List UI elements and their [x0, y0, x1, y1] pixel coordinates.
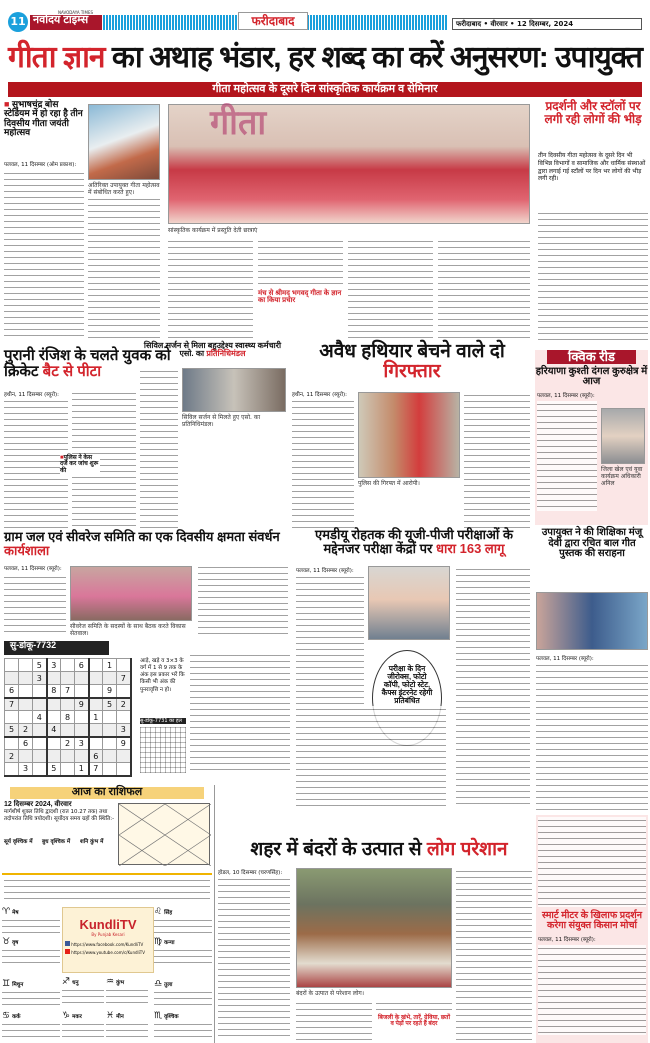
sudoku-cell[interactable]: [33, 685, 47, 698]
sudoku-cell[interactable]: 2: [19, 724, 33, 737]
sudoku-cell[interactable]: [47, 750, 61, 763]
water-body: [4, 574, 66, 636]
sudoku-cell[interactable]: [33, 737, 47, 750]
quick-read-headline: हरियाणा कुश्ती दंगल कुरुक्षेत्र में आज: [535, 365, 648, 388]
arms-headline: अवैध हथियार बेचने वाले दो गिरफ्तार: [319, 341, 505, 382]
zodiac-sign-name: मिथुन: [12, 982, 24, 988]
zodiac-sign-3: [2, 979, 60, 1007]
cricket-dateline: हथीन, 11 दिसम्बर (ब्यूरो):: [4, 392, 59, 398]
dateline: फरीदाबाद • वीरवार • 12 दिसम्बर, 2024: [452, 18, 642, 30]
civil-body: [140, 368, 178, 528]
arms-caption: पुलिस की गिरफ्त में आरोपी।: [358, 480, 420, 487]
water-photo: [70, 566, 192, 621]
sudoku-cell[interactable]: 5: [5, 724, 19, 737]
zodiac-sign-name: मेष: [12, 910, 19, 916]
lead-headline: [8, 42, 642, 74]
zodiac-icon: ♎: [154, 979, 163, 989]
zodiac-sign-11: [106, 977, 148, 1005]
lead-photo-speaker: [88, 104, 160, 180]
kundli-tv-logo: KundliTV: [79, 917, 137, 932]
planet-list: सूर्य वृश्चिक में बुध वृश्चिक में शनि कुंभ में: [4, 839, 104, 845]
lead-subhead: मंच से श्रीमद् भगवद् गीता के ज्ञान का किया प्रचार: [258, 290, 342, 305]
zodiac-sign-text: [154, 1021, 212, 1039]
sudoku-cell[interactable]: [19, 711, 33, 724]
sudoku-cell[interactable]: [89, 698, 103, 711]
zodiac-sign-name: धनु: [72, 980, 79, 986]
sudoku-cell[interactable]: [117, 659, 131, 672]
sudoku-cell[interactable]: [47, 711, 61, 724]
water-headline: ग्राम जल एवं सीवरेज समिति का एक दिवसीय क्षमता संवर्धन कार्यशाला: [4, 529, 280, 558]
civil-photo: [182, 368, 286, 412]
lead-side-head: ■ सुभाषचंद्र बोस स्टेडियम में हो रहा है तीन दिवसीय गीता जयंती महोत्सव: [4, 99, 83, 138]
sudoku-cell[interactable]: [61, 763, 75, 776]
sudoku-cell[interactable]: [5, 737, 19, 750]
zodiac-sign-name: तुला: [164, 982, 173, 988]
sudoku-cell[interactable]: 3: [117, 724, 131, 737]
sudoku-cell[interactable]: [19, 698, 33, 711]
sudoku-cell[interactable]: 5: [33, 659, 47, 672]
lead-photo-banner: गीता: [210, 104, 267, 142]
sudoku-cell[interactable]: [47, 672, 61, 685]
zodiac-icon: ♏: [154, 1011, 163, 1021]
sudoku-cell[interactable]: [103, 672, 117, 685]
zodiac-sign-7: [154, 979, 212, 1007]
sudoku-cell[interactable]: [47, 698, 61, 711]
book-dateline: पलवल, 11 दिसम्बर (ब्यूरो):: [536, 656, 594, 662]
sudoku-cell[interactable]: 2: [5, 750, 19, 763]
monkeys-photo: [296, 868, 452, 988]
sudoku-solution-title: सु-डोकू-7731 का हल: [140, 718, 186, 724]
sudoku-cell[interactable]: [33, 698, 47, 711]
sudoku-cell[interactable]: 2: [117, 698, 131, 711]
monkeys-body-3: [376, 1000, 452, 1014]
zodiac-sign-text: [62, 1021, 104, 1039]
sudoku-cell[interactable]: [5, 659, 19, 672]
page-number: 11: [8, 12, 28, 32]
sudoku-cell[interactable]: [75, 750, 89, 763]
sudoku-cell[interactable]: [103, 750, 117, 763]
horoscope-panchang: मार्गशीर्ष शुक्ल तिथि द्वादशी (रात 10.27 तक) तथा तदोपरांत तिथि त्रयोदशी। सूर्योदय समय ग्रहों की स्थिति:-: [4, 808, 115, 823]
sudoku-row: [5, 711, 131, 724]
sudoku-cell[interactable]: [33, 750, 47, 763]
zodiac-sign-name: कुंभ: [116, 980, 125, 986]
sudoku-cell[interactable]: 1: [75, 763, 89, 776]
sudoku-cell[interactable]: 7: [117, 672, 131, 685]
sudoku-cell[interactable]: 5: [103, 698, 117, 711]
lead-body-col5: [348, 238, 433, 340]
sudoku-cell[interactable]: 8: [61, 711, 75, 724]
sudoku-cell[interactable]: 6: [75, 659, 89, 672]
book-body: [536, 662, 648, 810]
sudoku-cell[interactable]: [89, 659, 103, 672]
lead-body-col6: [438, 238, 530, 340]
zodiac-icon: ♍: [154, 937, 163, 947]
zodiac-sign-text: [2, 989, 60, 1007]
sudoku-cell[interactable]: 9: [103, 685, 117, 698]
mdu-body-2: [456, 566, 530, 806]
zodiac-icon: ♊: [2, 979, 11, 989]
lead-strap: गीता महोत्सव के दूसरे दिन सांस्कृतिक कार्यक्रम व सेमिनार: [8, 82, 642, 97]
monkeys-body-4: [456, 868, 532, 1043]
monkeys-subhead: बिजली के खंभे, तारें, ग्रेविया, छतों व पेड़ों पर रहते हैं बंदर: [377, 1015, 451, 1028]
quick-read-caption: जिला खेल एवं युवा कार्यक्रम अधिकारी अनिल: [601, 466, 643, 488]
sudoku-cell[interactable]: [33, 763, 47, 776]
sudoku-cell[interactable]: 4: [47, 724, 61, 737]
lead-body-col2: [88, 196, 160, 340]
facebook-link[interactable]: https://www.facebook.com/KundliTV: [65, 941, 151, 947]
zodiac-icon: ♓: [106, 1011, 115, 1021]
sudoku-cell[interactable]: 4: [33, 711, 47, 724]
civil-caption: सिविल सर्जन से मिलते हुए एसो. का प्रतिनिधिमंडल।: [182, 414, 261, 429]
zodiac-sign-text: [62, 987, 104, 1005]
zodiac-icon: ♐: [62, 977, 71, 987]
cricket-body: [4, 398, 68, 528]
sudoku-cell[interactable]: [5, 711, 19, 724]
mdu-photo: [368, 566, 450, 640]
sudoku-cell[interactable]: [89, 685, 103, 698]
mdu-headline: एमडीयू रोहतक की यूजी-पीजी परीक्षाओं के मद्देनजर परीक्षा केंद्रों पर धारा 163 लागू: [315, 527, 513, 556]
sudoku-cell[interactable]: [103, 763, 117, 776]
water-dateline: पलवल, 11 दिसम्बर (ब्यूरो):: [4, 566, 62, 572]
mdu-pullquote: परीक्षा के दिन जीरोक्स, फोटो कॉपी, फोटो स्टेट, कैफ्स इंटरनेट रहेगी प्रतिबंधित: [372, 650, 442, 746]
sudoku-cell[interactable]: 6: [89, 750, 103, 763]
sudoku-cell[interactable]: [103, 724, 117, 737]
edition-tab: फरीदाबाद: [238, 12, 308, 30]
meter-body: [538, 945, 646, 1035]
sudoku-cell[interactable]: 3: [19, 763, 33, 776]
zodiac-sign-4: [2, 1011, 60, 1039]
zodiac-sign-text: [154, 989, 212, 1007]
horoscope-box: [0, 785, 215, 1043]
sudoku-cell[interactable]: [75, 685, 89, 698]
sudoku-cell[interactable]: 5: [47, 763, 61, 776]
sudoku-cell[interactable]: [5, 672, 19, 685]
civil-headline: सिविल सर्जन से मिला बहुउद्देश्य स्वास्थ्य कर्मचारी एसो. का प्रतिनिधिमंडल: [143, 341, 282, 359]
zodiac-sign-name: मीन: [116, 1014, 124, 1020]
lead-body: [4, 170, 84, 340]
sudoku-cell[interactable]: [117, 750, 131, 763]
lead-headline-red: गीता ज्ञान: [8, 41, 105, 74]
sudoku-cell[interactable]: [19, 750, 33, 763]
sudoku-cell[interactable]: 9: [117, 737, 131, 750]
monkeys-body: [218, 876, 290, 1041]
sudoku-row: [5, 672, 131, 685]
book-photo: [536, 592, 648, 650]
arms-body-2: [464, 392, 530, 528]
arms-photo: [358, 392, 460, 478]
sudoku-cell[interactable]: [19, 672, 33, 685]
sudoku-cell[interactable]: 7: [5, 698, 19, 711]
arms-dateline: हथीन, 11 दिसम्बर (ब्यूरो):: [292, 392, 347, 398]
sudoku-cell[interactable]: 6: [5, 685, 19, 698]
zodiac-sign-12: [106, 1011, 148, 1039]
water-body-3: [190, 652, 290, 772]
sudoku-cell[interactable]: [75, 724, 89, 737]
sudoku-cell[interactable]: 2: [61, 737, 75, 750]
zodiac-sign-1: [2, 907, 60, 935]
sudoku-cell[interactable]: 7: [89, 763, 103, 776]
horoscope-title: आज का राशिफल: [10, 787, 204, 799]
sudoku-row: [5, 685, 131, 698]
zodiac-sign-5: [154, 907, 212, 935]
lead-photo-dancers-caption: सांस्कृतिक कार्यक्रम में प्रस्तुति देती छात्राएं: [168, 227, 258, 234]
quick-read-dateline: पलवल, 11 दिसम्बर (ब्यूरो):: [537, 392, 595, 399]
sudoku-cell[interactable]: [19, 659, 33, 672]
right-top-body: [538, 210, 648, 340]
quick-read-photo: [601, 408, 645, 464]
zodiac-icon: ♈: [2, 907, 11, 917]
zodiac-sign-2: [2, 937, 60, 965]
sudoku-cell[interactable]: [75, 711, 89, 724]
zodiac-sign-text: [154, 917, 212, 935]
book-headline: उपायुक्त ने की शिक्षिका मंजू देवी द्वारा रचित बाल गीत पुस्तक की सराहना: [541, 527, 643, 559]
book-body-2: [538, 817, 646, 907]
monkeys-caption: बंदरों के उत्पात से परेशान लोग।: [296, 990, 365, 997]
mdu-body-3: [296, 706, 446, 806]
water-body-2: [198, 564, 288, 634]
zodiac-sign-name: मकर: [72, 1014, 82, 1020]
sudoku-cell[interactable]: 3: [47, 659, 61, 672]
zodiac-sign-9: [62, 977, 104, 1005]
sudoku-cell[interactable]: [33, 724, 47, 737]
zodiac-icon: ♒: [106, 977, 115, 987]
sudoku-row: [5, 698, 131, 711]
monkeys-body-2: [296, 1000, 372, 1043]
sudoku-cell[interactable]: [89, 724, 103, 737]
masthead: [0, 0, 650, 40]
zodiac-sign-text: [106, 987, 148, 1005]
water-caption: सीवरेज समिति के सदस्यों के साथ बैठक करते विकास सेतवाल।: [70, 623, 186, 638]
zodiac-sign-name: कन्या: [164, 940, 175, 946]
sudoku-cell[interactable]: [61, 698, 75, 711]
sudoku-cell[interactable]: [61, 659, 75, 672]
cricket-inline: ■पुलिस ने केस दर्ज कर जांच शुरू की: [60, 455, 99, 474]
sudoku-row: [5, 737, 131, 750]
kundli-chart-lines: [119, 804, 211, 866]
monkeys-dateline: होडल, 10 दिसम्बर (चरणसिंह):: [218, 870, 283, 876]
zodiac-sign-text: [2, 1021, 60, 1039]
sudoku-cell[interactable]: 1: [103, 659, 117, 672]
lead-side-head-text: सुभाषचंद्र बोस स्टेडियम में हो रहा है तीन दिवसीय गीता जयंती महोत्सव: [4, 99, 83, 138]
zodiac-sign-8: [154, 1011, 212, 1039]
arms-body: [292, 398, 354, 528]
meter-dateline: पलवल, 11 दिसम्बर (ब्यूरो):: [538, 936, 596, 943]
sudoku-cell[interactable]: [117, 763, 131, 776]
kundli-chart: [118, 803, 210, 865]
sudoku-instructions: आड़े, खड़े व 3×3 के वर्ग में 1 से 9 तक के अंक इस प्रकार भरें कि किसी भी अंक की पुनरावृत्ति न हो।: [140, 658, 185, 693]
sudoku-cell[interactable]: 3: [33, 672, 47, 685]
zodiac-sign-text: [2, 917, 60, 935]
sudoku-row: [5, 763, 131, 776]
paper-name: नवोदय टाइम्स: [30, 15, 102, 30]
sudoku-row: [5, 659, 131, 672]
zodiac-sign-text: [106, 1021, 148, 1039]
sudoku-cell[interactable]: 6: [19, 737, 33, 750]
zodiac-icon: ♑: [62, 1011, 71, 1021]
mdu-body: [296, 574, 364, 704]
sudoku-cell[interactable]: [47, 737, 61, 750]
zodiac-sign-name: सिंह: [164, 910, 173, 916]
zodiac-icon: ♉: [2, 937, 11, 947]
sudoku-cell[interactable]: 9: [75, 698, 89, 711]
zodiac-sign-name: वृश्चिक: [164, 1014, 179, 1020]
right-top-headline: प्रदर्शनी और स्टॉलों पर लगी रही लोगों की भीड़: [544, 99, 642, 126]
sudoku-cell[interactable]: 1: [89, 711, 103, 724]
zodiac-signs: [2, 907, 213, 1041]
quick-read-body: [537, 401, 597, 511]
sudoku-cell[interactable]: [117, 685, 131, 698]
quick-read-label: क्विक रीड: [547, 350, 636, 364]
sudoku-cell[interactable]: [103, 737, 117, 750]
meter-headline: स्मार्ट मीटर के खिलाफ प्रदर्शन करेगा संयुक्त किसान मोर्चा: [542, 910, 642, 931]
sudoku-solution-grid: [140, 727, 186, 773]
sudoku-cell[interactable]: [61, 724, 75, 737]
zodiac-sign-name: वृष: [12, 940, 19, 946]
zodiac-sign-text: [154, 947, 212, 965]
sudoku-cell[interactable]: [61, 672, 75, 685]
sudoku-cell[interactable]: [89, 737, 103, 750]
panchang-body: [4, 877, 210, 903]
lead-dateline: पलवल, 11 दिसम्बर (ओम प्रकाश):: [4, 162, 77, 168]
sudoku-cell[interactable]: [89, 672, 103, 685]
sudoku-cell[interactable]: [19, 685, 33, 698]
sudoku-title: सु-डोकू-7732: [4, 641, 109, 655]
lead-photo-speaker-caption: अतिरिक्त उपायुक्त गीता महोत्सव में संबोधित करते हुए।: [88, 182, 160, 197]
paper-sub-label: NAVODAYA TIMES: [58, 10, 94, 15]
cricket-headline: पुरानी रंजिश के चलते युवक को क्रिकेट बैट से पीटा: [4, 347, 171, 380]
panchang-rule: [2, 873, 212, 875]
zodiac-sign-10: [62, 1011, 104, 1039]
zodiac-sign-6: [154, 937, 212, 965]
zodiac-icon: ♋: [2, 1011, 11, 1021]
sudoku-cell[interactable]: [61, 750, 75, 763]
sudoku-cell[interactable]: [5, 763, 19, 776]
sudoku-grid[interactable]: [4, 658, 132, 777]
sudoku-row: [5, 724, 131, 737]
right-top-intro: तीन दिवसीय गीता महोत्सव के दूसरे दिन भी विभिन्न विभागों व सामाजिक और धार्मिक संस्थाओं द्वारा लगाई गई स्टॉलों पर दिन भर लोगों की भीड़ लगी रही।: [538, 152, 646, 183]
quick-read-box: [535, 350, 648, 525]
lead-body-col3: [168, 238, 253, 340]
lead-body-col4: [258, 238, 343, 288]
zodiac-sign-name: कर्क: [12, 1014, 21, 1020]
meter-box: [536, 815, 648, 1043]
sudoku-cell[interactable]: 8: [47, 685, 61, 698]
sudoku-cell[interactable]: [75, 672, 89, 685]
sudoku-cell[interactable]: 3: [75, 737, 89, 750]
lead-headline-rest: का अथाह भंडार, हर शब्द का करें अनुसरण: उपायुक्त: [111, 41, 642, 74]
sudoku-row: [5, 750, 131, 763]
zodiac-icon: ♌: [154, 907, 163, 917]
zodiac-sign-text: [2, 947, 60, 965]
kundli-tv-tagline: By Punjab Kesari: [91, 931, 125, 937]
youtube-link[interactable]: https://www.youtube.com/c/KundliTV: [65, 949, 151, 955]
sudoku-cell[interactable]: [103, 711, 117, 724]
mdu-dateline: पलवल, 11 दिसम्बर (ब्यूरो):: [296, 568, 354, 574]
monkeys-headline: शहर में बंदरों के उत्पात से लोग परेशान: [250, 839, 508, 860]
sudoku-cell[interactable]: 7: [61, 685, 75, 698]
horoscope-date: 12 दिसम्बर 2024, वीरवार: [4, 800, 72, 808]
sudoku-cell[interactable]: [117, 711, 131, 724]
